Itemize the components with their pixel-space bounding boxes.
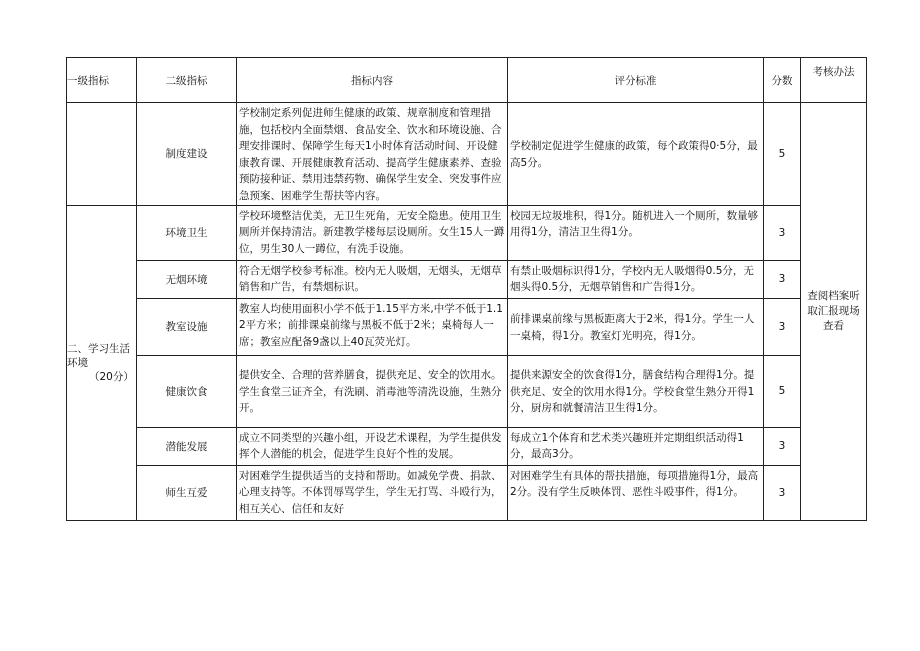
header-level1: 一级指标 [67,58,137,103]
level1-cell-empty [67,103,137,206]
score-cell: 5 [764,103,801,206]
level2-cell: 环境卫生 [137,205,237,260]
standard-cell: 有禁止吸烟标识得1分，学校内无人吸烟得0.5分，无烟头得0.5分，无烟草销售和广告得1分。 [508,260,764,298]
level1-title: 二、学习生活环境 [67,342,130,369]
header-method: 考核办法 [801,58,867,103]
content-cell: 符合无烟学校参考标准。校内无人吸烟，无烟头，无烟草销售和广告，有禁烟标识。 [237,260,508,298]
level2-cell: 制度建设 [137,103,237,206]
content-cell: 学校环境整洁优美，无卫生死角，无安全隐患。使用卫生厕所并保持清洁。新建教学楼每层设厕所。女生15人一蹲位，男生30人一蹲位，有洗手设施。 [237,205,508,260]
level2-cell: 教室设施 [137,298,237,355]
content-cell: 提供安全、合理的营养膳食，提供充足、安全的饮用水。学生食堂三证齐全，有洗刷、消毒池等清洗设施，生熟分开。 [237,355,508,427]
level2-cell: 健康饮食 [137,355,237,427]
header-standard: 评分标准 [508,58,764,103]
level1-points: （20分） [89,370,134,383]
content-cell: 对困难学生提供适当的支持和帮助。如减免学费、捐款、心理支持等。不体罚辱骂学生，学生无打骂、斗殴行为，相互关心、信任和友好 [237,465,508,520]
score-cell: 3 [764,205,801,260]
score-cell: 3 [764,465,801,520]
content-cell: 学校制定系列促进师生健康的政策、规章制度和管理措施，包括校内全面禁烟、食品安全、饮水和环境设施、合理安排课时、保障学生每天1小时体育活动时间、开设健康教育课、开展健康教育活动、提高学生健康素养、查验预防接种证、禁用违禁药物、确保学生安全、突发事件应急预案、困难学生帮扶等内容。 [237,103,508,206]
level2-cell: 潜能发展 [137,427,237,465]
method-cell: 查阅档案听取汇报现场查看 [801,103,867,521]
standard-cell: 学校制定促进学生健康的政策，每个政策得0·5分，最高5分。 [508,103,764,206]
header-level2: 二级指标 [137,58,237,103]
score-cell: 3 [764,427,801,465]
standard-cell: 每成立1个体育和艺术类兴趣班并定期组织活动得1分，最高3分。 [508,427,764,465]
score-cell: 3 [764,298,801,355]
level2-cell: 无烟环境 [137,260,237,298]
table-row [67,298,867,355]
content-cell: 成立不同类型的兴趣小组，开设艺术课程，为学生提供发挥个人潜能的机会，促进学生良好个性的发展。 [237,427,508,465]
standard-cell: 校园无垃圾堆积，得1分。随机进入一个厕所，数量够用得1分，清洁卫生得1分。 [508,205,764,260]
standard-cell: 前排课桌前缘与黑板距离大于2米，得1分。学生一人一桌椅，得1分。教室灯光明亮，得1分。 [508,298,764,355]
table-row [67,427,867,465]
table-row [67,355,867,427]
standard-cell: 提供来源安全的饮食得1分，膳食结构合理得1分。提供充足、安全的饮用水得1分。学校食堂生熟分开得1分，厨房和就餐清洁卫生得1分。 [508,355,764,427]
evaluation-table [66,57,867,521]
score-cell: 5 [764,355,801,427]
table-row [67,103,867,206]
content-cell: 教室人均使用面积小学不低于1.15平方米,中学不低于1.12平方米；前排课桌前缘与黑板不低于2米；桌椅每人一席；教室应配备9盏以上40瓦荧光灯。 [237,298,508,355]
header-score: 分数 [764,58,801,103]
level1-cell [67,205,137,520]
table-row [67,260,867,298]
score-cell: 3 [764,260,801,298]
header-row [67,58,867,103]
table-row [67,205,867,260]
level2-cell: 师生互爱 [137,465,237,520]
table-row [67,465,867,520]
standard-cell: 对困难学生有具体的帮扶措施，每项措施得1分，最高2分。没有学生反映体罚、恶性斗殴事件，得1分。 [508,465,764,520]
header-content: 指标内容 [237,58,508,103]
